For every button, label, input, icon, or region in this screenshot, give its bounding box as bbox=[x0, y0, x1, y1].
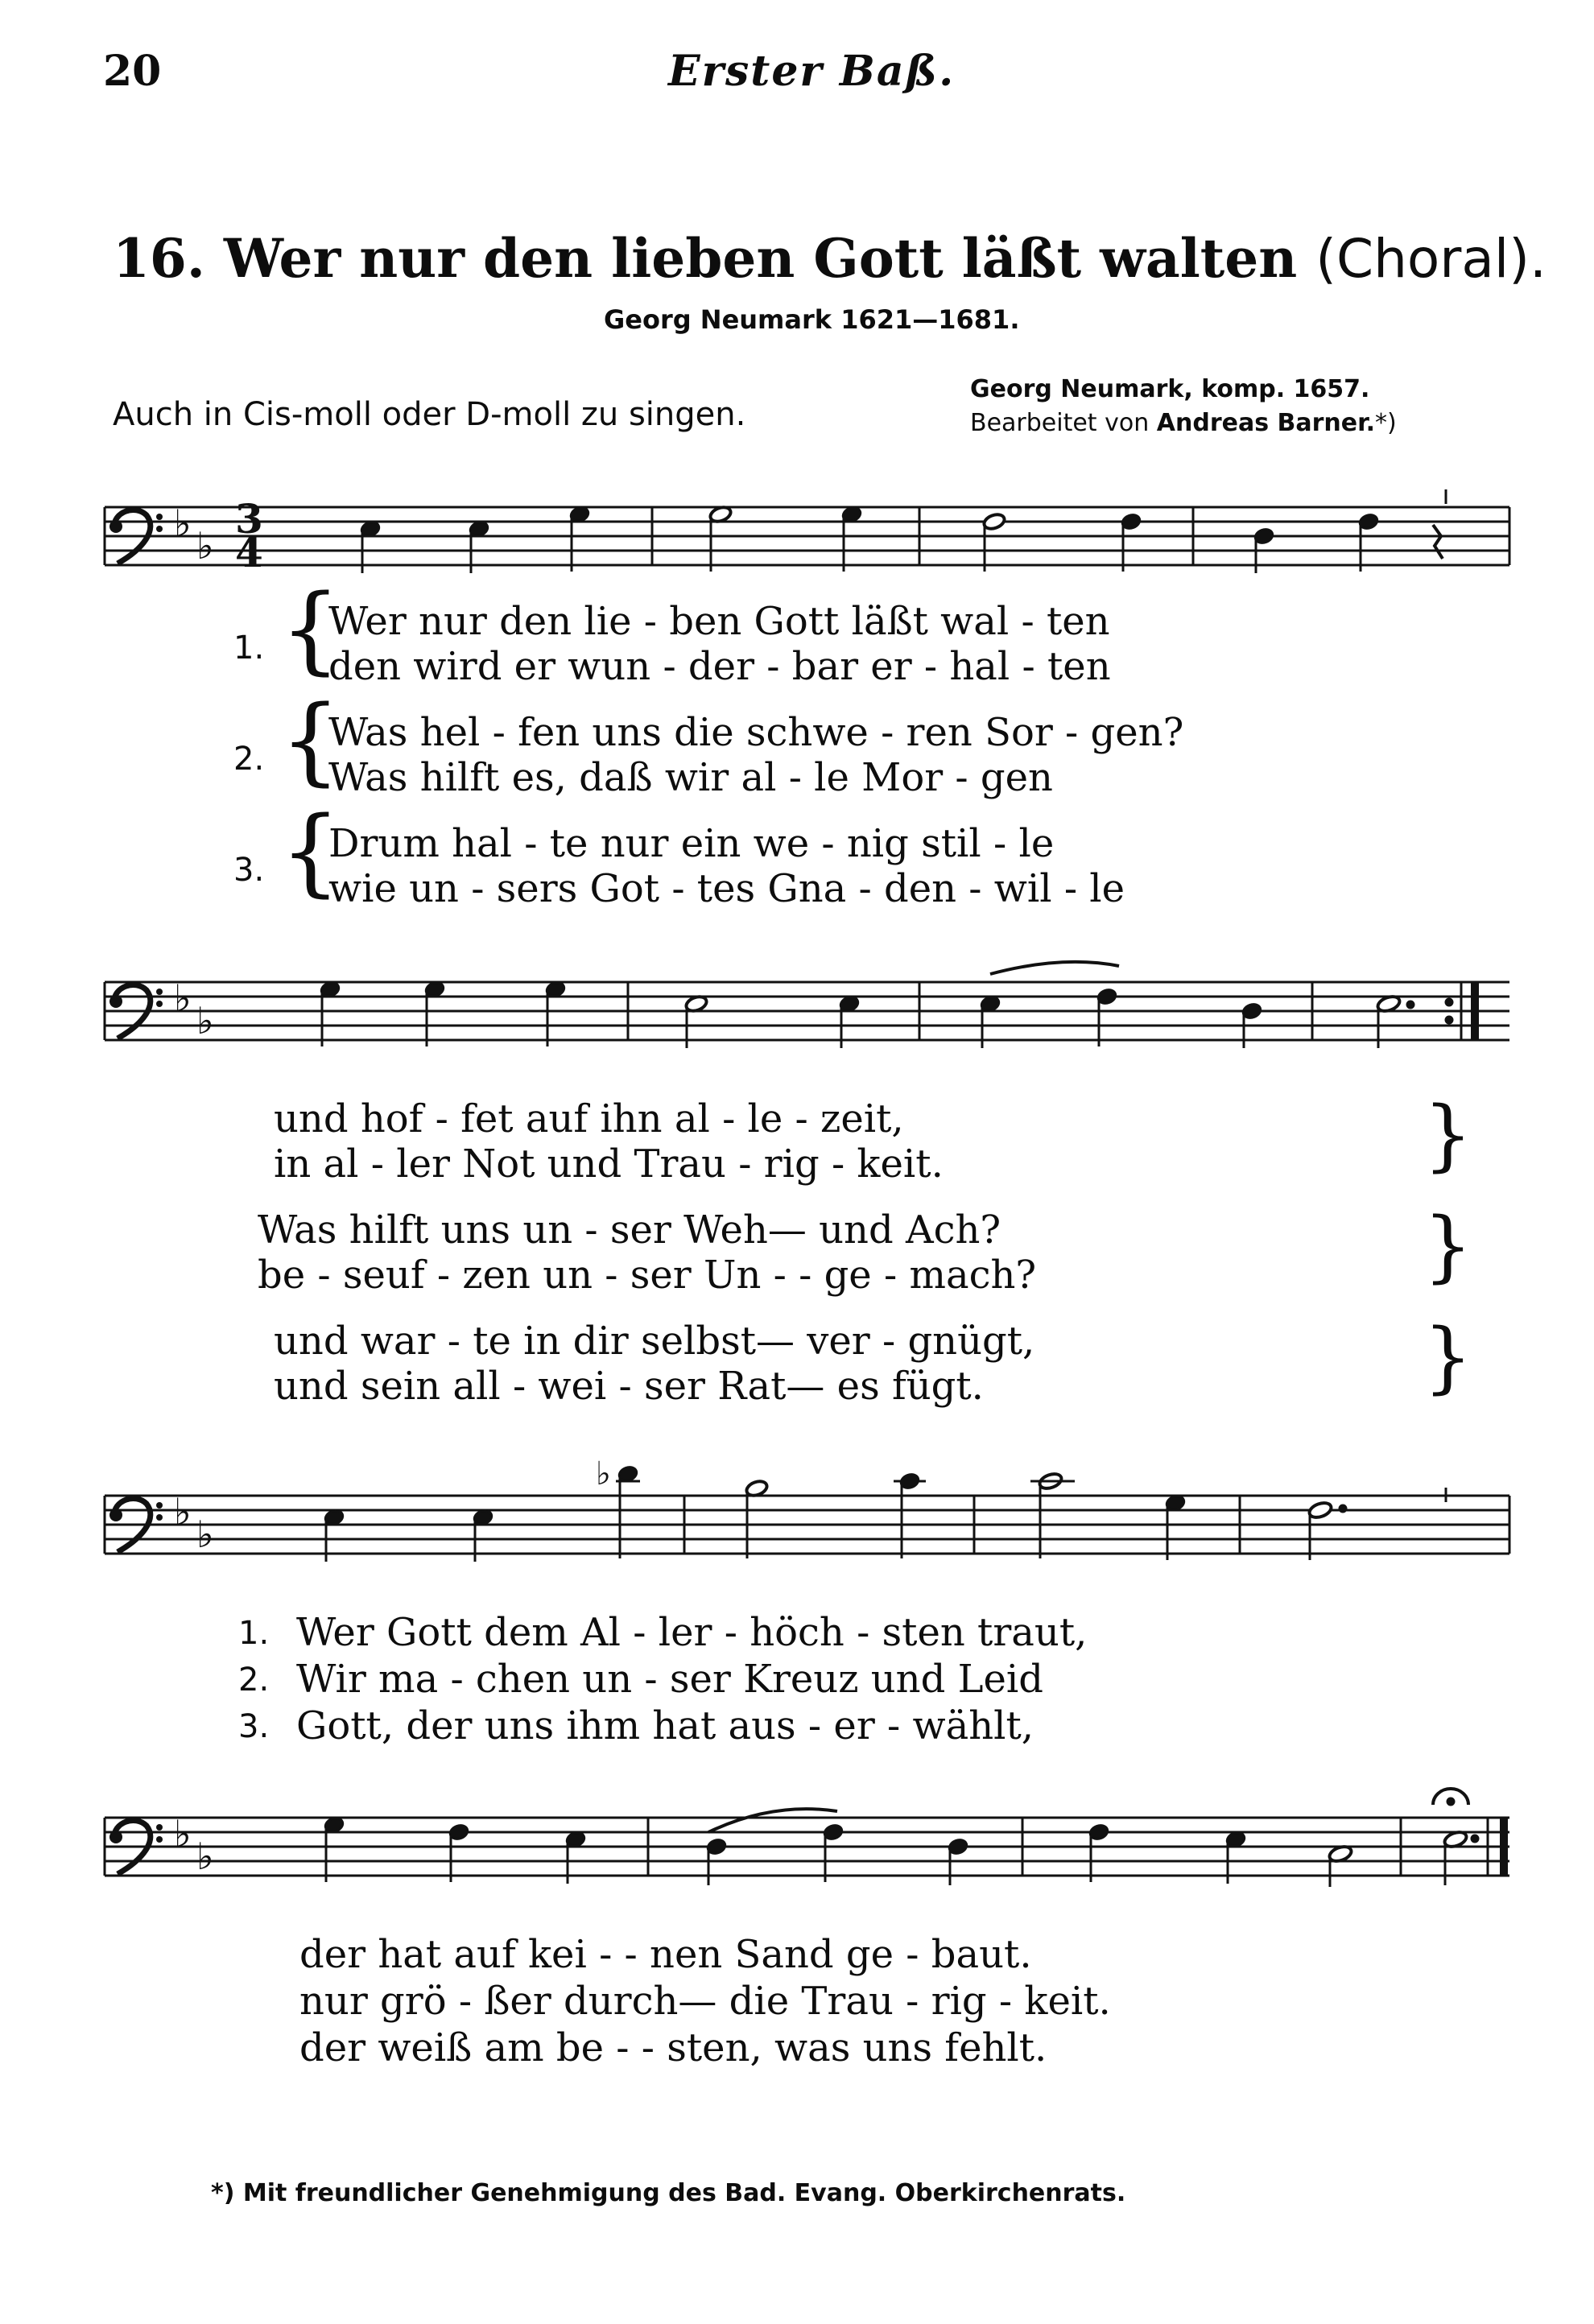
staff-system-2 bbox=[97, 958, 1513, 1079]
verse-brace: { bbox=[280, 684, 341, 795]
lyric-line: Gott, der uns ihm hat aus - er - wählt, bbox=[296, 1703, 1034, 1748]
lyric-line: Wer Gott dem Al - ler - höch - sten traut, bbox=[296, 1610, 1088, 1655]
lyric-line: Was hilft uns un - ser Weh— und Ach? bbox=[258, 1207, 1001, 1253]
repeat-dot bbox=[1446, 1017, 1452, 1023]
arranger-credit bbox=[970, 409, 1397, 437]
note bbox=[569, 506, 590, 572]
svg-text:♭: ♭ bbox=[196, 999, 214, 1042]
lyric-line: der weiß am be - - sten, was uns fehlt. bbox=[299, 2025, 1047, 2070]
lyric-line: und hof - fet auf ihn al - le - zeit, bbox=[274, 1096, 904, 1141]
quarter-rest-icon bbox=[1433, 525, 1443, 559]
time-denominator: 4 bbox=[235, 529, 263, 576]
svg-text:♭: ♭ bbox=[196, 1835, 214, 1878]
note bbox=[1443, 1830, 1478, 1885]
arranger-name: Andreas Barner. bbox=[1156, 409, 1376, 437]
note bbox=[1358, 513, 1379, 572]
song-title-text: Wer nur den lieben Gott läßt walten bbox=[223, 227, 1298, 290]
key-signature-flats bbox=[174, 1812, 214, 1878]
time-numerator: 3 bbox=[235, 495, 263, 543]
svg-text:♭: ♭ bbox=[174, 502, 192, 545]
song-title bbox=[113, 227, 1547, 290]
slur bbox=[708, 1809, 837, 1832]
closing-brace: } bbox=[1423, 1090, 1473, 1180]
note bbox=[841, 506, 862, 572]
svg-text:♭: ♭ bbox=[174, 976, 192, 1020]
verse-brace: { bbox=[280, 573, 341, 684]
verse-number: 1. bbox=[233, 630, 265, 667]
note bbox=[1165, 1494, 1186, 1560]
note bbox=[424, 980, 445, 1046]
svg-text:♭: ♭ bbox=[174, 1812, 192, 1855]
key-signature-flats bbox=[174, 1490, 214, 1556]
staff-system-4 bbox=[97, 1777, 1513, 1914]
repeat-dot bbox=[1446, 999, 1452, 1005]
lyric-line: und sein all - wei - ser Rat— es fügt. bbox=[274, 1364, 984, 1409]
verse-number: 2. bbox=[233, 741, 265, 778]
page-number: 20 bbox=[103, 47, 162, 96]
lyric-line: den wird er wun - der - bar er - hal - ten bbox=[328, 644, 1111, 689]
performance-note: Auch in Cis-moll oder D-moll zu singen. bbox=[113, 396, 746, 433]
verse-brace: { bbox=[280, 795, 341, 906]
note bbox=[448, 1823, 469, 1882]
fermata-icon bbox=[1433, 1789, 1468, 1805]
lyric-line: Wer nur den lie - ben Gott läßt wal - ten bbox=[328, 599, 1110, 644]
lyric-line: Was hilft es, daß wir al - le Mor - gen bbox=[328, 755, 1053, 800]
song-number: 16. bbox=[113, 227, 205, 290]
key-signature-flats bbox=[174, 976, 214, 1042]
svg-text:♭: ♭ bbox=[196, 524, 214, 568]
note bbox=[1030, 1472, 1075, 1558]
note bbox=[708, 505, 733, 572]
note bbox=[545, 980, 566, 1046]
song-title-suffix: (Choral). bbox=[1315, 228, 1547, 290]
note bbox=[1307, 1500, 1346, 1560]
key-signature-flats bbox=[174, 502, 214, 568]
slur bbox=[990, 962, 1119, 974]
note bbox=[894, 1472, 926, 1558]
lyric-line: Drum hal - te nur ein we - nig stil - le bbox=[328, 821, 1055, 866]
verse-number: 3. bbox=[238, 1708, 270, 1745]
running-head: Erster Baß. bbox=[668, 47, 956, 96]
lyric-line: Wir ma - chen un - ser Kreuz und Leid bbox=[296, 1657, 1043, 1702]
lyric-line: in al - ler Not und Trau - rig - keit. bbox=[274, 1141, 944, 1187]
verse-number: 2. bbox=[238, 1661, 270, 1699]
note bbox=[596, 1455, 640, 1558]
staff-system-3 bbox=[97, 1455, 1513, 1592]
note bbox=[823, 1823, 844, 1882]
lyric-line: und war - te in dir selbst— ver - gnügt, bbox=[274, 1319, 1035, 1364]
time-signature bbox=[235, 495, 263, 576]
svg-text:♭: ♭ bbox=[174, 1490, 192, 1534]
closing-brace: } bbox=[1423, 1201, 1473, 1291]
lyric-line: be - seuf - zen un - ser Un - - ge - mach? bbox=[258, 1253, 1037, 1298]
footnote: *) Mit freundlicher Genehmigung des Bad. Evang. Oberkirchenrats. bbox=[211, 2179, 1126, 2207]
lyricist-credit: Georg Neumark 1621—1681. bbox=[604, 304, 1020, 335]
note bbox=[1088, 1823, 1109, 1882]
svg-text:♭: ♭ bbox=[196, 1513, 214, 1556]
note bbox=[1328, 1844, 1353, 1887]
svg-text:♭: ♭ bbox=[596, 1455, 611, 1492]
footnote-mark: *) bbox=[1375, 409, 1397, 437]
composer-credit: Georg Neumark, komp. 1657. bbox=[970, 375, 1370, 403]
lyric-line: Was hel - fen uns die schwe - ren Sor - gen? bbox=[328, 710, 1184, 755]
note bbox=[982, 512, 1006, 572]
note bbox=[1096, 988, 1117, 1046]
note bbox=[320, 980, 341, 1046]
arranger-prefix: Bearbeitet von bbox=[970, 409, 1150, 437]
closing-brace: } bbox=[1423, 1312, 1473, 1402]
verse-number: 3. bbox=[233, 852, 265, 889]
note bbox=[1121, 513, 1142, 572]
lyric-line: wie un - sers Got - tes Gna - den - wil - le bbox=[328, 866, 1125, 911]
lyric-line: nur grö - ßer durch— die Trau - rig - keit. bbox=[299, 1979, 1111, 2024]
note bbox=[324, 1816, 345, 1882]
lyric-line: der hat auf kei - - nen Sand ge - baut. bbox=[299, 1932, 1032, 1977]
verse-number: 1. bbox=[238, 1615, 270, 1652]
note bbox=[745, 1479, 769, 1558]
